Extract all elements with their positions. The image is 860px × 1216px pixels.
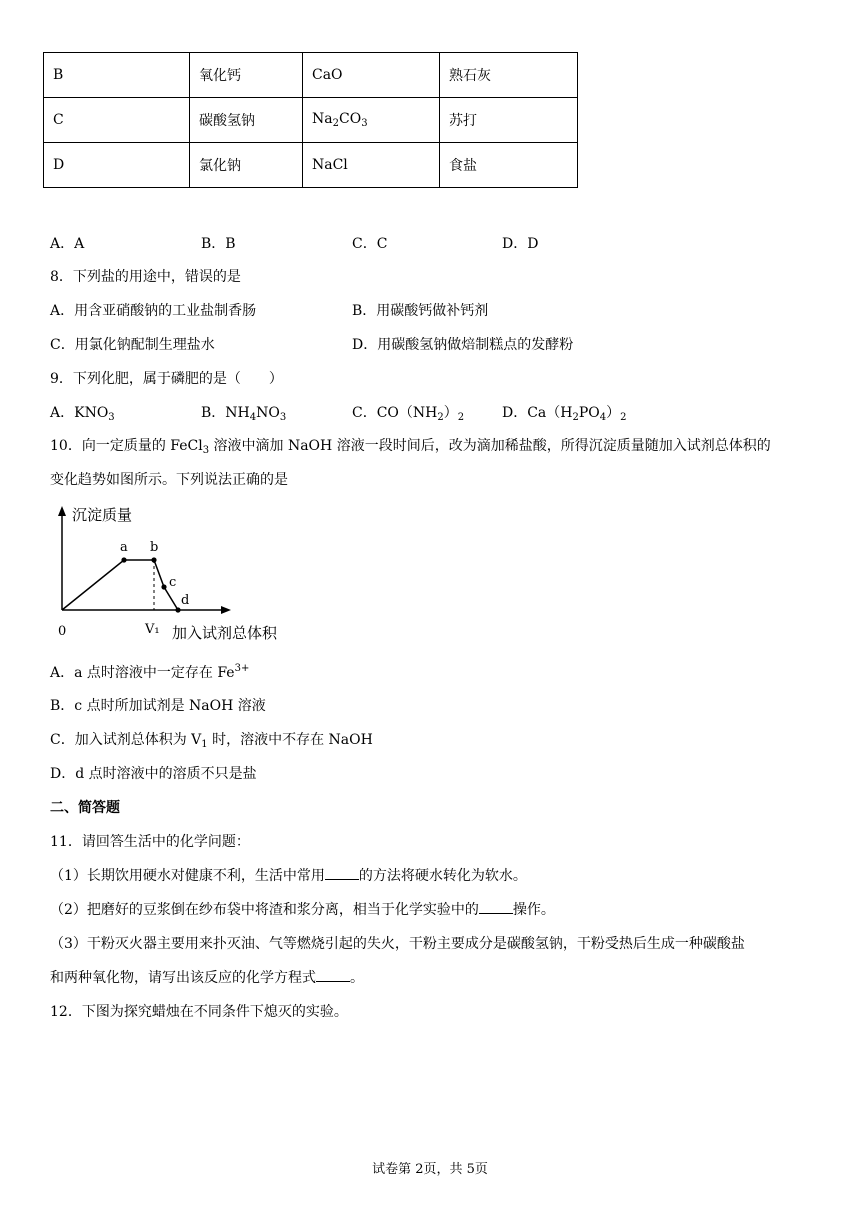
- section-title: 二、简答题: [50, 800, 120, 816]
- answer-blank[interactable]: [325, 878, 359, 880]
- q10-stem-line2: 变化趋势如图所示。下列说法正确的是: [50, 472, 288, 488]
- q8-stem: 8．下列盐的用途中，错误的是: [50, 269, 241, 285]
- data-point-c: [161, 584, 166, 589]
- cell-option: D: [44, 143, 190, 188]
- q9-option-a: A．$KNO_3$: [50, 405, 115, 423]
- page-footer: 试卷第 2页，共 5页: [372, 1162, 488, 1177]
- table-row: [44, 53, 578, 98]
- q8-option-a: A．用含亚硝酸钠的工业盐制香肠: [50, 303, 257, 319]
- substance-table: [43, 52, 578, 188]
- data-point-a: [121, 557, 126, 562]
- cell-name: 氧化钙: [190, 53, 303, 98]
- cell-common-name: 熟石灰: [440, 53, 578, 98]
- origin-label: 0: [58, 624, 67, 639]
- q10-stem-line1: 10．向一定质量的 FeCl$_3$ 溶液中滴加 NaOH 溶液一段时间后，改为滴加稀盐酸，所得沉淀质量随加入试剂总体积的: [50, 438, 771, 456]
- q11-part3-line1: （3）干粉灭火器主要用来扑灭油、气等燃烧引起的失火，干粉主要成分是碳酸氢钠，干粉受热后生成一种碳酸盐: [50, 936, 745, 952]
- point-label-b: b: [150, 540, 159, 555]
- data-point-d: [175, 607, 180, 612]
- q8-option-c: C．用氯化钠配制生理盐水: [50, 337, 215, 353]
- answer-blank[interactable]: [479, 912, 513, 914]
- series-line: [62, 560, 178, 610]
- cell-formula: NaCl: [303, 143, 440, 188]
- table-row: [44, 98, 578, 143]
- q11-part2-text-a: （2）把磨好的豆浆倒在纱布袋中将渣和浆分离，相当于化学实验中的: [50, 902, 479, 918]
- cell-formula: $Na_2CO_3$: [303, 98, 440, 143]
- q11-part2-text-b: 操作。: [512, 902, 555, 918]
- point-label-d: d: [181, 593, 190, 608]
- x-axis-label: 加入试剂总体积: [172, 624, 278, 642]
- q9-option-b: B．$NH_4NO_3$: [201, 405, 287, 423]
- data-point-b: [151, 557, 156, 562]
- q11-stem: 11．请回答生活中的化学问题：: [50, 834, 250, 850]
- q11-part2: [50, 899, 555, 919]
- cell-option: B: [44, 53, 190, 98]
- y-axis-arrow: [58, 506, 66, 516]
- point-label-a: a: [120, 540, 128, 555]
- q10-option-d: D．d 点时溶液中的溶质不只是盐: [50, 766, 257, 782]
- q7-option-a: A．A: [50, 236, 85, 252]
- q8-option-b: B．用碳酸钙做补钙剂: [352, 303, 489, 319]
- q12-stem: 12．下图为探究蜡烛在不同条件下熄灭的实验。: [50, 1004, 348, 1020]
- q9-option-d: D．$Ca(H_2PO_4)_2$: [502, 405, 627, 423]
- q7-option-b: B．B: [201, 236, 236, 252]
- q10-option-a: A．a 点时溶液中一定存在 $Fe^{3+}$: [50, 663, 250, 681]
- q9-stem: 9．下列化肥，属于磷肥的是（ ）: [50, 371, 283, 387]
- q9-option-c: C．$CO(NH_2)_2$: [352, 405, 465, 423]
- q11-part3-text-a: 和两种氧化物，请写出该反应的化学方程式: [50, 970, 316, 986]
- answer-blank[interactable]: [316, 980, 350, 982]
- q8-option-d: D．用碳酸氢钠做焙制糕点的发酵粉: [352, 337, 574, 353]
- cell-name: 氯化钠: [190, 143, 303, 188]
- q10-option-b: B．c 点时所加试剂是 NaOH 溶液: [50, 698, 266, 714]
- x-axis-arrow: [221, 606, 231, 614]
- cell-name: 碳酸氢钠: [190, 98, 303, 143]
- cell-option: C: [44, 98, 190, 143]
- q7-option-d: D．D: [502, 236, 539, 252]
- table-row: [44, 143, 578, 188]
- point-label-c: c: [169, 575, 177, 590]
- q7-option-c: C．C: [352, 236, 388, 252]
- y-axis-label: 沉淀质量: [72, 506, 133, 524]
- cell-common-name: 苏打: [440, 98, 578, 143]
- q11-part1-text-a: （1）长期饮用硬水对健康不利，生活中常用: [50, 868, 325, 884]
- q10-option-c: C．加入试剂总体积为 $V_1$ 时，溶液中不存在 NaOH: [50, 732, 373, 750]
- cell-formula: CaO: [303, 53, 440, 98]
- x-tick-label: V₁: [145, 622, 160, 637]
- q11-part1-text-b: 的方法将硬水转化为软水。: [358, 868, 527, 884]
- cell-common-name: 食盐: [440, 143, 578, 188]
- q11-part3-text-b: 。: [350, 970, 364, 986]
- q11-part1: [50, 865, 527, 885]
- precipitate-chart: [40, 500, 300, 650]
- q11-part3-line2: [50, 967, 364, 987]
